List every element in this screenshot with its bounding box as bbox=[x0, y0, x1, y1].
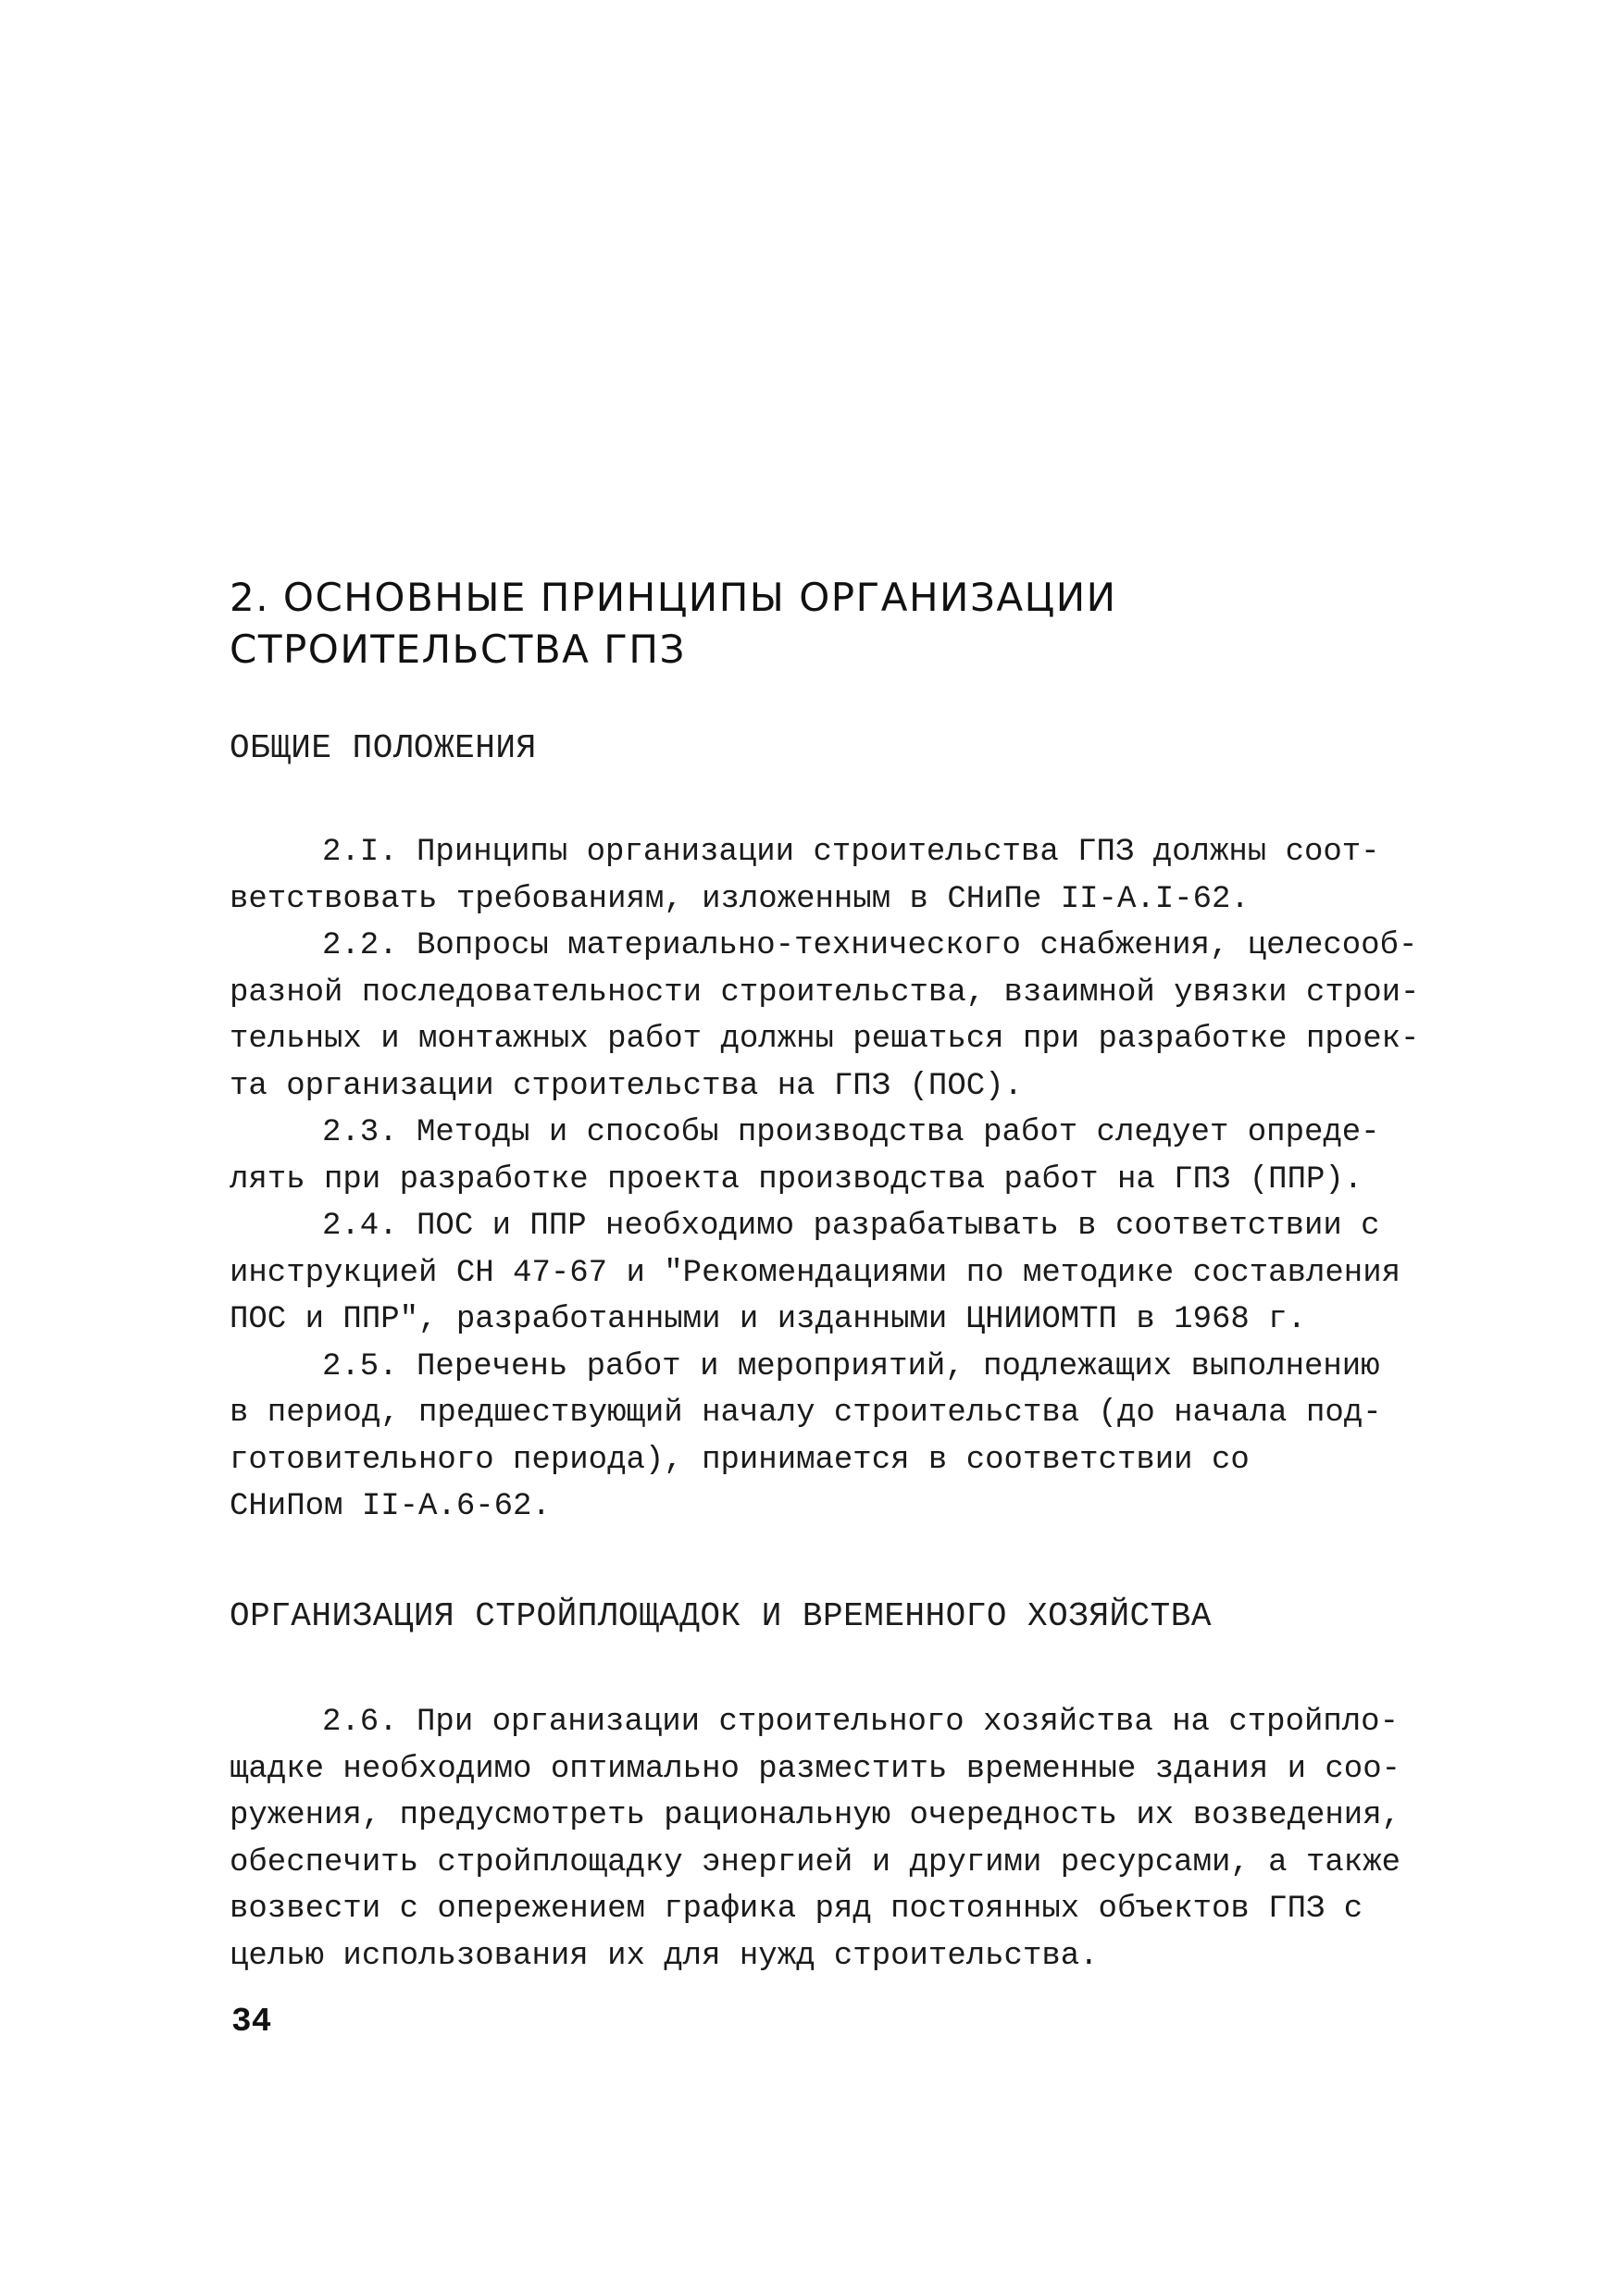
paragraph-line: 2.3. Методы и способы производства работ следует опреде- bbox=[322, 1115, 1380, 1150]
paragraph-line: 2.5. Перечень работ и мероприятий, подлежащих выполнению bbox=[322, 1348, 1380, 1384]
section-heading-line-1: 2. ОСНОВНЫЕ ПРИНЦИПЫ ОРГАНИЗАЦИИ bbox=[230, 575, 1117, 620]
subheading-construction-sites: ОРГАНИЗАЦИЯ СТРОЙПЛОЩАДОК И ВРЕМЕННОГО ХОЗЯЙСТВА bbox=[230, 1597, 1212, 1635]
paragraph-line: возвести с опережением графика ряд постоянных объектов ГПЗ с bbox=[230, 1892, 1363, 1927]
section-heading bbox=[230, 572, 1433, 676]
paragraph-line: в период, предшествующий началу строительства (до начала под- bbox=[230, 1396, 1382, 1431]
construction-sites-text bbox=[230, 1699, 1414, 1980]
paragraph-line: 2.I. Принципы организации строительства ГПЗ должны соот- bbox=[322, 835, 1380, 870]
paragraph-line: 2.6. При организации строительного хозяйства на стройпло- bbox=[322, 1705, 1399, 1740]
paragraph-line: ПОС и ППР", разработанными и изданными ЦНИИОМТП в 1968 г. bbox=[230, 1302, 1306, 1337]
paragraph-line: целью использования их для нужд строительства. bbox=[230, 1938, 1099, 1974]
paragraph-line: щадке необходимо оптимально разместить временные здания и соо- bbox=[230, 1751, 1401, 1787]
subheading-general-provisions: ОБЩИЕ ПОЛОЖЕНИЯ bbox=[230, 729, 537, 767]
paragraph-line: ветствовать требованиям, изложенным в СНиПе II-А.I-62. bbox=[230, 881, 1250, 917]
page-number: 34 bbox=[231, 2003, 272, 2041]
paragraph-line: обеспечить стройплощадку энергией и другими ресурсами, а также bbox=[230, 1844, 1401, 1880]
paragraph-line: тельных и монтажных работ должны решаться при разработке проек- bbox=[230, 1022, 1420, 1057]
paragraph-line: 2.4. ПОС и ППР необходимо разрабатывать в соответствии с bbox=[322, 1209, 1380, 1244]
paragraph-line: та организации строительства на ГПЗ (ПОС). bbox=[230, 1068, 1023, 1104]
paragraph-line: 2.2. Вопросы материально-технического снабжения, целесооб- bbox=[322, 928, 1418, 963]
paragraph-line: инструкцией СН 47-67 и "Рекомендациями по методике составления bbox=[230, 1255, 1401, 1291]
paragraph-line: разной последовательности строительства, взаимной увязки строи- bbox=[230, 974, 1420, 1011]
paragraph-line: СНиПом II-А.6-62. bbox=[230, 1489, 551, 1524]
section-heading-line-2: СТРОИТЕЛЬСТВА ГПЗ bbox=[230, 627, 686, 672]
paragraph-line: лять при разработке проекта производства работ на ГПЗ (ППР). bbox=[230, 1161, 1363, 1198]
paragraph-line: готовительного периода), принимается в соответствии со bbox=[230, 1442, 1250, 1478]
general-provisions-text bbox=[230, 829, 1420, 1531]
paragraph-line: ружения, предусмотреть рациональную очередность их возведения, bbox=[230, 1798, 1401, 1833]
